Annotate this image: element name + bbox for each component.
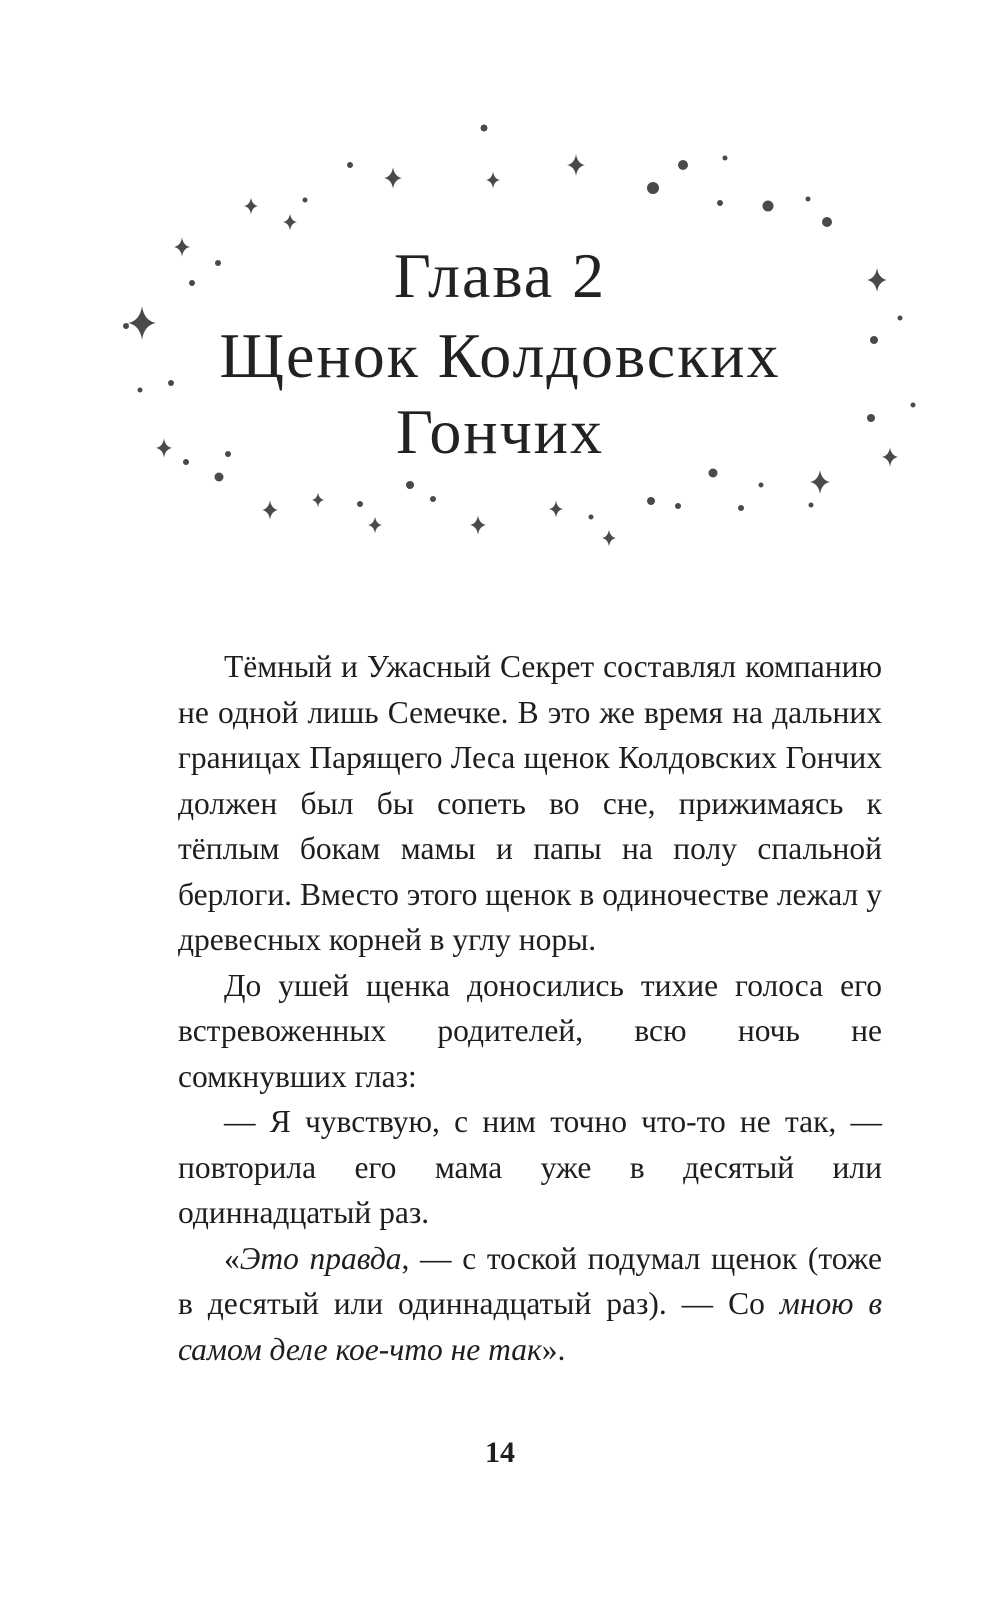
star-sparkle (283, 214, 297, 231)
star-sparkle (368, 517, 382, 534)
star-dot (647, 497, 655, 505)
chapter-header (0, 238, 1000, 470)
paragraph-text: — Я чувствую, с ним точно что-то не так, — повторила его мама уже в десятый или одиннадцатый раз. (178, 1104, 882, 1230)
star-dot (678, 160, 688, 170)
star-sparkle (549, 501, 563, 518)
star-dot (647, 182, 659, 194)
star-dot (406, 481, 414, 489)
paragraph-text: Тёмный и Ужасный Секрет составлял компанию не одной лишь Семечке. В это же время на дальних границах Парящего Леса щенок Колдовских Гончих должен был бы сопеть во сне, прижимаясь к тёплым бокам мамы и папы на полу спальной берлоги. Вместо этого щенок в одиночестве лежал у древесных корней в углу норы. (178, 649, 882, 957)
star-sparkle (486, 172, 500, 189)
star-sparkle (312, 493, 324, 507)
italic-thought: Это правда (239, 1240, 402, 1276)
star-dot (347, 162, 353, 168)
star-sparkle (470, 515, 486, 534)
thought-paragraph (178, 1236, 882, 1373)
star-dot (589, 515, 594, 520)
paragraph-text: « (224, 1240, 240, 1276)
star-sparkle (602, 530, 616, 547)
star-dot (215, 473, 224, 482)
star-dot (717, 200, 723, 206)
star-dot (763, 201, 774, 212)
italic-thought: мною в самом деле кое-что не так (178, 1286, 882, 1367)
paragraph-text: Со (728, 1286, 765, 1321)
page-number: 14 (485, 1436, 515, 1469)
star-sparkle (262, 500, 278, 519)
star-dot (303, 198, 308, 203)
star-dot (759, 483, 764, 488)
paragraph-text: ». (541, 1331, 566, 1367)
star-dot (357, 501, 363, 507)
dialogue-paragraph (178, 1099, 882, 1236)
chapter-number: Глава 2 (393, 240, 607, 311)
star-dot (738, 505, 744, 511)
star-sparkle (244, 198, 258, 215)
star-sparkle (384, 167, 402, 189)
star-dot (723, 156, 728, 161)
paragraph (178, 644, 882, 963)
paragraph-text: , — с тоской подумал щенок (тоже в десятый или одиннадцатый раз). — (178, 1240, 882, 1321)
paragraph (178, 963, 882, 1100)
chapter-body-text (178, 644, 882, 1372)
chapter-title: Щенок Колдовских Гончих (219, 320, 781, 467)
star-dot (675, 503, 681, 509)
paragraph-text: До ушей щенка доносились тихие голоса его встревоженных родителей, всю ночь не сомкнувших глаз: (178, 967, 882, 1094)
star-dot (809, 503, 814, 508)
star-dot (481, 125, 488, 132)
star-dot (430, 496, 436, 502)
star-dot (822, 217, 832, 227)
star-sparkle (810, 470, 830, 494)
star-dot (806, 197, 811, 202)
star-sparkle (567, 154, 585, 176)
